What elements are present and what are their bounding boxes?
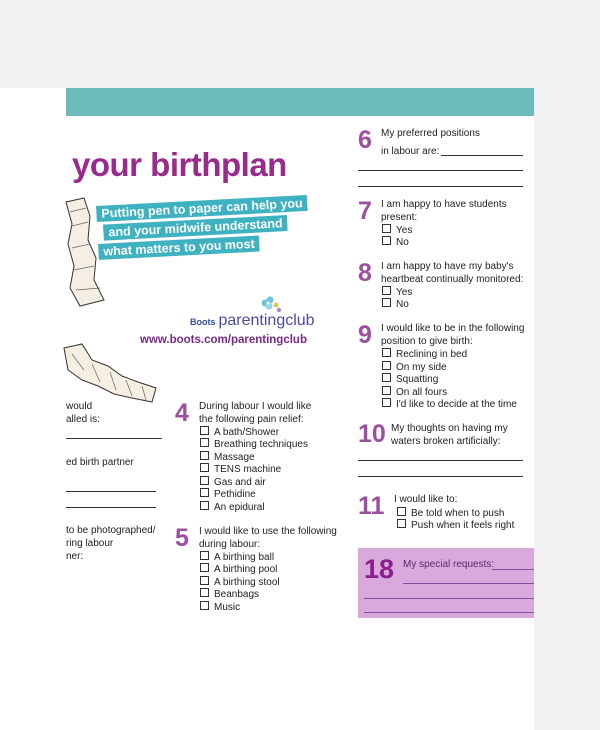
boots-wordmark: Boots	[190, 317, 216, 327]
answer-line	[66, 438, 162, 439]
option-label: A bath/Shower	[214, 427, 280, 438]
checkbox-option[interactable]	[382, 224, 412, 236]
section-question	[381, 128, 480, 158]
checkbox-option[interactable]	[200, 426, 279, 438]
option-label: A birthing pool	[214, 564, 278, 575]
answer-line	[66, 491, 156, 492]
checkbox[interactable]	[382, 236, 391, 245]
option-label: Massage	[214, 452, 255, 463]
section-number: 11	[358, 492, 385, 520]
question-line: present:	[381, 211, 418, 223]
checkbox[interactable]	[200, 451, 209, 460]
question-line: heartbeat continually monitored:	[381, 273, 524, 285]
option-label: No	[396, 299, 409, 310]
checkbox[interactable]	[200, 463, 209, 472]
fragment-text: alled is:	[66, 414, 100, 425]
checkbox[interactable]	[200, 563, 209, 572]
checkbox[interactable]	[382, 373, 391, 382]
checkbox-option[interactable]	[200, 451, 255, 463]
question-line: in labour are:	[381, 145, 440, 157]
checkbox-option[interactable]	[200, 488, 256, 500]
checkbox-option[interactable]	[200, 438, 308, 450]
question-line: the following pain relief:	[199, 413, 304, 425]
question-line: I would like to:	[394, 494, 458, 505]
section-question	[199, 401, 311, 426]
section-number: 10	[358, 420, 386, 448]
checkbox-option[interactable]	[382, 373, 438, 385]
option-label: A birthing ball	[214, 552, 275, 563]
checkbox[interactable]	[200, 438, 209, 447]
answer-line[interactable]	[403, 583, 534, 584]
answer-line	[66, 507, 156, 508]
question-line: During labour I would like	[199, 401, 312, 412]
checkbox[interactable]	[200, 601, 209, 610]
question-line: My thoughts on having my	[391, 423, 508, 434]
option-label: TENS machine	[214, 464, 282, 475]
question-line: I am happy to have my baby's	[381, 261, 514, 272]
fragment-text: ner:	[66, 551, 84, 562]
checkbox[interactable]	[200, 501, 209, 510]
checkbox[interactable]	[200, 551, 209, 560]
question-line: during labour:	[199, 538, 261, 550]
section-number: 7	[358, 197, 372, 225]
section-question	[391, 423, 508, 448]
checkbox-option[interactable]	[382, 361, 447, 373]
brand-logo	[190, 312, 315, 330]
checkbox[interactable]	[382, 398, 391, 407]
checkbox-option[interactable]	[200, 588, 259, 600]
option-label: I'd like to decide at the time	[396, 399, 517, 410]
question-line: waters broken artificially:	[391, 435, 501, 447]
checkbox[interactable]	[397, 519, 406, 528]
scroll-sketch-illustration	[62, 340, 162, 410]
section-question: My special requests:	[403, 559, 495, 570]
option-label: No	[396, 237, 409, 248]
checkbox-option[interactable]	[397, 507, 504, 519]
answer-line	[358, 460, 523, 461]
answer-line	[358, 186, 523, 187]
checkbox-option[interactable]	[200, 476, 266, 488]
fragment-text: ring labour	[66, 538, 114, 549]
checkbox[interactable]	[200, 588, 209, 597]
checkbox[interactable]	[382, 286, 391, 295]
fragment-text: to be photographed/	[66, 525, 156, 536]
section-number: 18	[364, 554, 395, 584]
checkbox[interactable]	[200, 576, 209, 585]
checkbox[interactable]	[382, 361, 391, 370]
option-label: Squatting	[396, 374, 439, 385]
section-number: 4	[175, 399, 189, 427]
option-label: Yes	[396, 225, 413, 236]
checkbox[interactable]	[200, 488, 209, 497]
section-question	[199, 526, 337, 551]
section-number: 9	[358, 321, 372, 349]
tagline-line-1: Putting pen to paper can help you	[96, 195, 308, 222]
section-question	[381, 261, 523, 286]
brand-name: parentingclub	[218, 312, 315, 329]
checkbox[interactable]	[397, 507, 406, 516]
fragment-text: ed birth partner	[66, 457, 134, 468]
answer-line[interactable]	[364, 598, 534, 599]
question-line: I am happy to have students	[381, 199, 507, 210]
option-label: Breathing techniques	[214, 439, 308, 450]
checkbox-option[interactable]	[200, 501, 265, 513]
option-label: On all fours	[396, 387, 448, 398]
option-label: Push when it feels right	[411, 520, 515, 531]
left-panel	[0, 88, 66, 730]
answer-line	[358, 170, 523, 171]
header-band	[66, 88, 534, 116]
option-label: Beanbags	[214, 589, 260, 600]
checkbox-option[interactable]	[382, 236, 409, 248]
checkbox-option[interactable]	[382, 386, 447, 398]
section-number: 5	[175, 524, 189, 552]
question-line: position to give birth:	[381, 335, 473, 347]
checkbox-option[interactable]	[200, 601, 240, 613]
section-number: 6	[358, 126, 372, 154]
checkbox-option[interactable]	[382, 348, 467, 360]
answer-line	[358, 476, 523, 477]
tagline-line-2: and your midwife understand	[103, 215, 288, 241]
checkbox[interactable]	[382, 224, 391, 233]
answer-line[interactable]	[364, 612, 534, 613]
option-label: A birthing stool	[214, 577, 280, 588]
checkbox[interactable]	[382, 386, 391, 395]
option-label: Gas and air	[214, 477, 266, 488]
checkbox-option[interactable]	[200, 576, 280, 588]
section-question	[381, 199, 507, 224]
checkbox-option[interactable]	[382, 298, 409, 310]
checkbox[interactable]	[382, 298, 391, 307]
checkbox-option[interactable]	[382, 286, 412, 298]
tagline	[96, 194, 317, 262]
checkbox-option[interactable]	[200, 551, 274, 563]
answer-line[interactable]	[492, 569, 534, 570]
tagline-line-3: what matters to you most	[98, 235, 260, 259]
option-label: Music	[214, 602, 241, 613]
question-line: I would like to be in the following	[381, 323, 525, 334]
section-question	[381, 323, 524, 348]
option-label: On my side	[396, 362, 447, 373]
option-label: Reclining in bed	[396, 349, 468, 360]
option-label: Yes	[396, 287, 413, 298]
checkbox[interactable]	[200, 476, 209, 485]
checkbox-option[interactable]	[200, 463, 281, 475]
option-label: Be told when to push	[411, 508, 505, 519]
fragment-text: would	[66, 401, 93, 412]
answer-line	[441, 155, 523, 156]
checkbox[interactable]	[382, 348, 391, 357]
option-label: Pethidine	[214, 489, 256, 500]
option-label: An epidural	[214, 502, 265, 513]
section-number: 8	[358, 259, 372, 287]
page-title: your birthplan	[72, 146, 287, 183]
checkbox-option[interactable]	[382, 398, 517, 410]
website-url[interactable]: www.boots.com/parentingclub	[140, 334, 307, 346]
checkbox[interactable]	[200, 426, 209, 435]
question-line: My preferred positions	[381, 128, 480, 139]
section-question	[394, 494, 457, 507]
checkbox-option[interactable]	[200, 563, 277, 575]
checkbox-option[interactable]	[397, 519, 514, 531]
question-line: I would like to use the following	[199, 526, 337, 537]
